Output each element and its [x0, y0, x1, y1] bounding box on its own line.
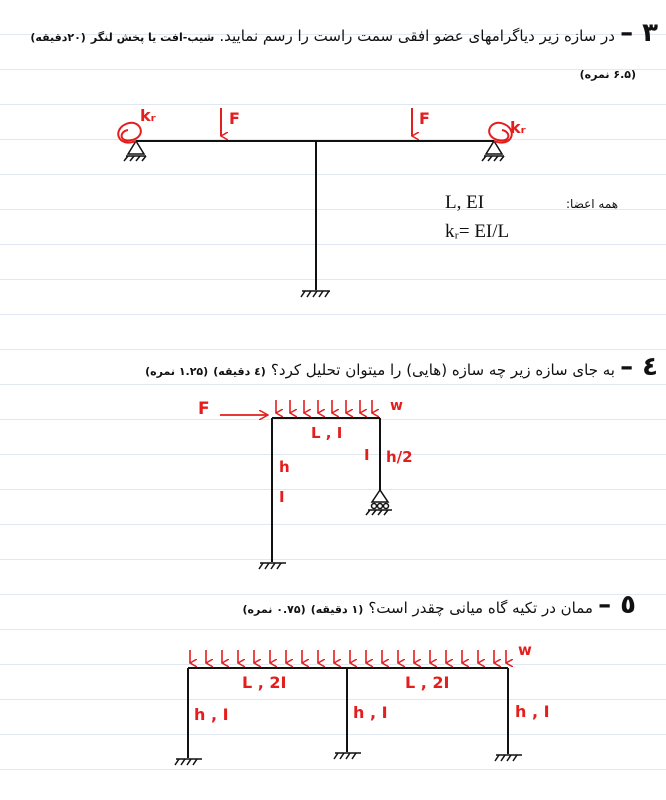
q3-members-fa-label: همه اعضا:	[566, 197, 619, 211]
q5-beam-left-label: L , 2I	[242, 673, 287, 692]
question-4-number: ٤ –	[620, 352, 658, 382]
question-4-score: (۱.۲۵ نمره)	[145, 365, 209, 378]
q5-middle-fixed-base	[334, 753, 361, 759]
question-3-text: در سازه زیر دیاگرامهای عضو افقی سمت راست را رسم نمایید.	[219, 27, 615, 45]
q4-right-I-label: I	[364, 446, 370, 464]
q4-beam-label: L , I	[311, 424, 343, 442]
question-3-score: (۶.۵ نمره)	[579, 68, 636, 81]
q3-left-pin-support	[124, 141, 146, 161]
question-5-number: ٥ –	[598, 590, 636, 620]
q5-distributed-load	[190, 650, 506, 663]
q4-right-h-label: h/2	[386, 448, 413, 466]
q3-fixed-base	[301, 291, 330, 297]
q3-left-spring	[118, 123, 141, 143]
q3-frame	[136, 141, 494, 290]
q3-members-label: L, EI	[445, 192, 485, 213]
question-3-number: ۳ –	[620, 18, 658, 48]
question-5-time: (۱ دقیقه)	[310, 603, 364, 616]
q5-frame	[188, 668, 508, 758]
q5-right-fixed-base	[495, 755, 522, 761]
q3-kr-equation: kᵣ= EI/L	[445, 221, 510, 242]
q3-kr-right-label: kᵣ	[510, 118, 526, 137]
q4-F-label: F	[198, 399, 210, 419]
q5-col-left-label: h , I	[194, 705, 229, 724]
question-3-time: (۲۰دقیقه)	[30, 31, 86, 44]
q4-left-fixed-base	[259, 563, 286, 569]
question-5-text: ممان در تکیه گاه میانی چقدر است؟	[368, 599, 593, 617]
q4-roller-support	[366, 490, 392, 515]
question-4-text: به جای سازه زیر چه سازه (هایی) را میتوان تحلیل کرد؟	[270, 361, 615, 379]
q3-right-pin-support	[482, 141, 504, 161]
q3-kr-left-label: kᵣ	[140, 106, 156, 125]
q3-load-left-label: F	[229, 109, 240, 128]
q4-w-label: w	[390, 398, 403, 414]
q4-left-I-label: I	[279, 488, 285, 506]
q3-right-spring	[489, 123, 512, 143]
q5-left-fixed-base	[175, 759, 202, 765]
q5-beam-right-label: L , 2I	[405, 673, 450, 692]
q4-left-h-label: h	[279, 458, 290, 476]
question-5-score: (۰.۷۵ نمره)	[242, 603, 306, 616]
q5-w-label: w	[518, 641, 532, 659]
question-3-note: شیب-افت یا پخش لنگر	[90, 31, 215, 44]
q4-distributed-load	[276, 400, 372, 413]
question-4-time: (٤ دقیقه)	[213, 365, 266, 378]
q3-load-right-label: F	[419, 109, 430, 128]
q5-col-mid-label: h , I	[353, 703, 388, 722]
q5-col-right-label: h , I	[515, 702, 550, 721]
